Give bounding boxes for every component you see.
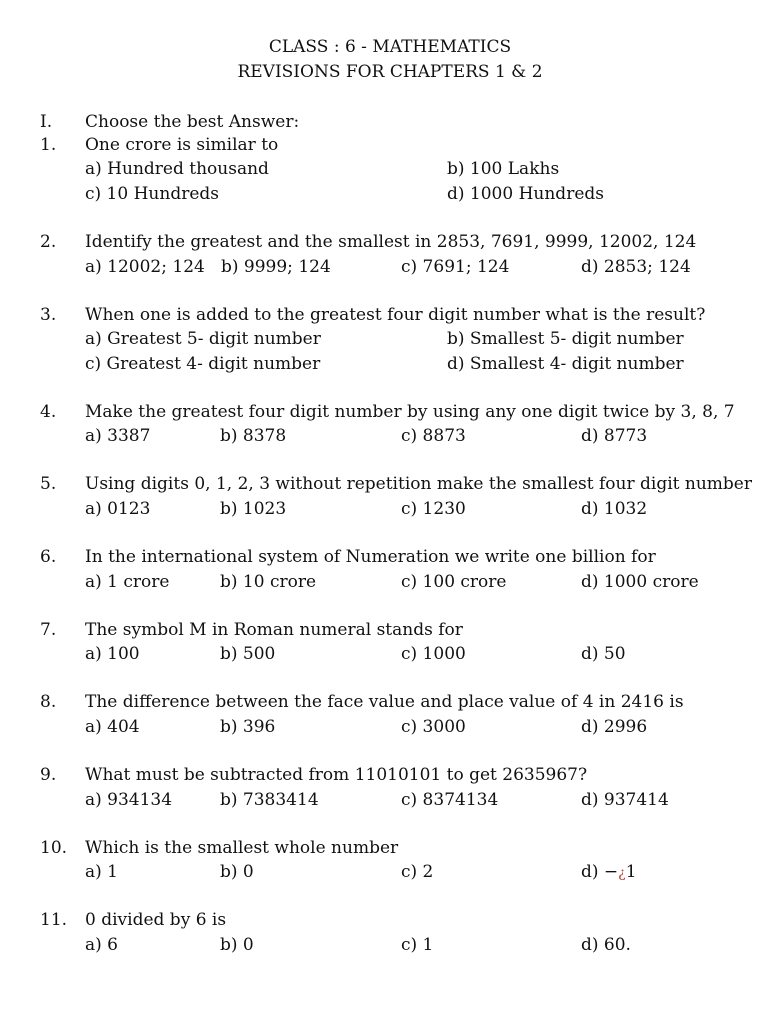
question-number: 3. [40,305,57,325]
option-a: a) 1 crore [85,572,170,592]
question-text: Which is the smallest whole number [85,838,399,858]
option-c: c) Greatest 4- digit number [85,354,321,374]
option-a: a) 934134 [85,790,173,810]
option-c: c) 1000 [401,644,466,664]
option-d: d) 50 [581,644,626,664]
option-c: c) 2 [401,862,434,882]
question-text: The difference between the face value and place value of 4 in 2416 is [85,692,684,712]
option-d-value: 1 [625,862,637,882]
option-d: d) 1000 Hundreds [447,184,604,204]
option-d: d) Smallest 4- digit number [447,354,684,374]
option-b: b) 1023 [220,499,287,519]
option-b: b) 9999; 124 [221,257,331,277]
section-numeral: I. [40,112,53,132]
question-text: 0 divided by 6 is [85,910,227,930]
option-a: a) Greatest 5- digit number [85,329,321,349]
option-d: d) 937414 [581,790,669,810]
option-b: b) 396 [220,717,276,737]
option-d [581,860,637,885]
option-d-label: d) − [581,862,619,882]
question-number: 5. [40,474,57,494]
question-number: 1. [40,135,57,155]
option-a: a) Hundred thousand [85,159,269,179]
question-text: One crore is similar to [85,135,279,155]
option-c: c) 1 [401,935,434,955]
question-text: Identify the greatest and the smallest in 2853, 7691, 9999, 12002, 124 [85,232,697,252]
option-a: a) 6 [85,935,118,955]
option-c: c) 3000 [401,717,466,737]
option-c: c) 7691; 124 [401,257,510,277]
question-text: What must be subtracted from 11010101 to get 2635967? [85,765,588,785]
encoding-glitch-mark: ¿ [618,865,626,881]
option-b: b) 500 [220,644,276,664]
question-number: 6. [40,547,57,567]
option-d: d) 2853; 124 [581,257,691,277]
option-c: c) 1230 [401,499,466,519]
option-d: d) 8773 [581,426,648,446]
option-c: c) 100 crore [401,572,507,592]
option-b: b) 0 [220,935,254,955]
question-text: Make the greatest four digit number by using any one digit twice by 3, 8, 7 [85,402,735,422]
option-a: a) 0123 [85,499,151,519]
option-b: b) 7383414 [220,790,319,810]
option-b: b) 8378 [220,426,287,446]
question-text: When one is added to the greatest four digit number what is the result? [85,305,706,325]
option-d: d) 2996 [581,717,648,737]
question-text: The symbol M in Roman numeral stands for [85,620,463,640]
option-c: c) 8873 [401,426,466,446]
question-number: 2. [40,232,57,252]
option-b: b) 10 crore [220,572,317,592]
question-text: In the international system of Numeration we write one billion for [85,547,656,567]
option-b: b) 0 [220,862,254,882]
option-a: a) 1 [85,862,118,882]
question-number: 11. [40,910,68,930]
option-a: a) 100 [85,644,140,664]
question-number: 4. [40,402,57,422]
option-d: d) 1000 crore [581,572,699,592]
option-a: a) 12002; 124 [85,257,205,277]
question-number: 8. [40,692,57,712]
option-b: b) 100 Lakhs [447,159,560,179]
option-c: c) 8374134 [401,790,499,810]
option-c: c) 10 Hundreds [85,184,219,204]
worksheet-title: CLASS : 6 - MATHEMATICS [268,37,512,57]
option-a: a) 404 [85,717,140,737]
question-number: 9. [40,765,57,785]
question-text: Using digits 0, 1, 2, 3 without repetition make the smallest four digit number [85,474,752,494]
option-b: b) Smallest 5- digit number [447,329,684,349]
option-d: d) 60. [581,935,631,955]
section-instruction: Choose the best Answer: [85,112,300,132]
option-a: a) 3387 [85,426,151,446]
worksheet-subtitle: REVISIONS FOR CHAPTERS 1 & 2 [237,62,543,82]
question-number: 7. [40,620,57,640]
option-d: d) 1032 [581,499,648,519]
question-number: 10. [40,838,68,858]
